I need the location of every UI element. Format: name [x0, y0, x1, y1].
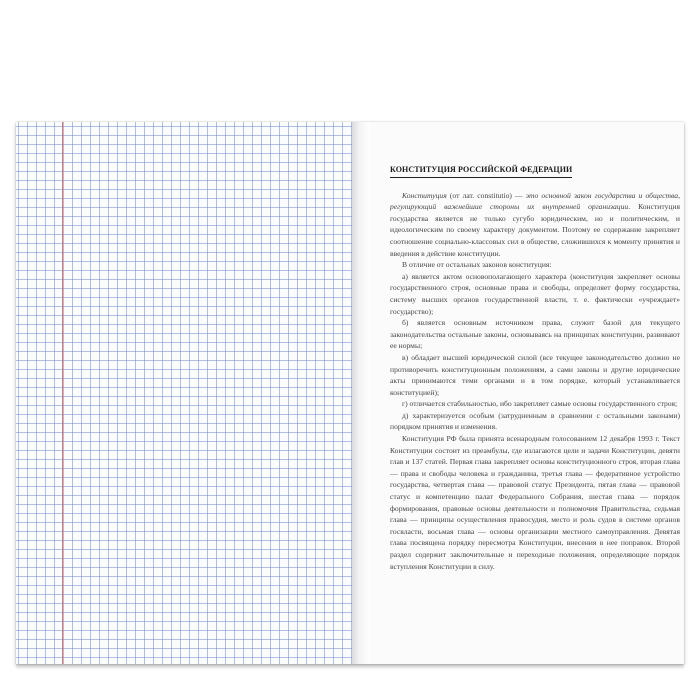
paragraph: В отличие от остальных законов конституция:: [402, 260, 552, 270]
intro-etymology: (от лат. constitutio) —: [446, 190, 526, 200]
printed-page: [370, 122, 684, 664]
intro-term: Конституция: [402, 190, 447, 200]
notebook-shadow: [16, 664, 684, 670]
open-notebook: [16, 122, 684, 664]
graph-paper-page: [16, 122, 352, 664]
paragraph: а) является актом основополагающего характера (конституция закрепляет основы государственного строя, основные права и свободы, определяет форму государства, систему высших органов государственной власти, т. е. фактически «учреждает» государство);: [390, 271, 680, 316]
intro-rest: . Конституция государства является не только сугубо юридическим, но и политическим, и идеологическим по своему характеру документом. Поэтому ее содержание закрепляет соотношение социально-классовых сил в обществе, сложившихся к моменту принятия и введения в действие конституции.: [390, 202, 681, 258]
paragraph: д) характеризуется особым (затрудненным в сравнении с остальными законами) порядком принятия и изменения.: [390, 410, 680, 432]
intro-definition: это основной закон государства и общества, регулирующий важнейшие стороны их внутренней организации: [390, 190, 680, 212]
paragraph: Конституция РФ была принята всенародным голосованием 12 декабря 1993 г. Текст Конституции состоит из преамбулы, где излагаются цели и задачи Конституции, девяти глав и 137 статей. Первая глава закрепляет основы конституционного строя, вторая глава — права и свободы человека и гражданина, третья глава — федеративное устройство государства, четвертая глава — правовой статус Президента, пятая глава — правовой статус и компетенцию палат Федерального Собрания, шестая глава — порядок формирования, правовые основы деятельности и полномочия Правительства, седьмая глава — принципы осуществления правосудия, место и роль судов в системе органов госвласти, восьмая глава — основы организации местного самоуправления. Девятая глава посвящена порядку пересмотра Конституции, внесения в нее поправок. Второй раздел содержит заключительные и переходные положения, определяющие порядок вступления Конституции в силу.: [390, 434, 680, 571]
notebook-spine: [352, 122, 370, 664]
intro-paragraph: [390, 190, 680, 260]
page-content: [390, 164, 680, 572]
paragraph: г) отличается стабильностью, ибо закрепляет самые основы государственного строя;: [402, 399, 678, 409]
page-title: КОНСТИТУЦИЯ РОССИЙСКОЙ ФЕДЕРАЦИИ: [390, 164, 572, 178]
paragraph: б) является основным источником права, служит базой для текущего законодательства остальные законы, основываясь на принципах конституции, развивают ее нормы;: [390, 318, 680, 351]
paragraph: в) обладает высшей юридической силой (все текущее законодательство должно не противоречить конституционным положениям, а сами законы и другие юридические акты принимаются теми органами и в том порядке, который устанавливается конституцией);: [390, 352, 680, 397]
red-margin-line: [62, 122, 63, 664]
